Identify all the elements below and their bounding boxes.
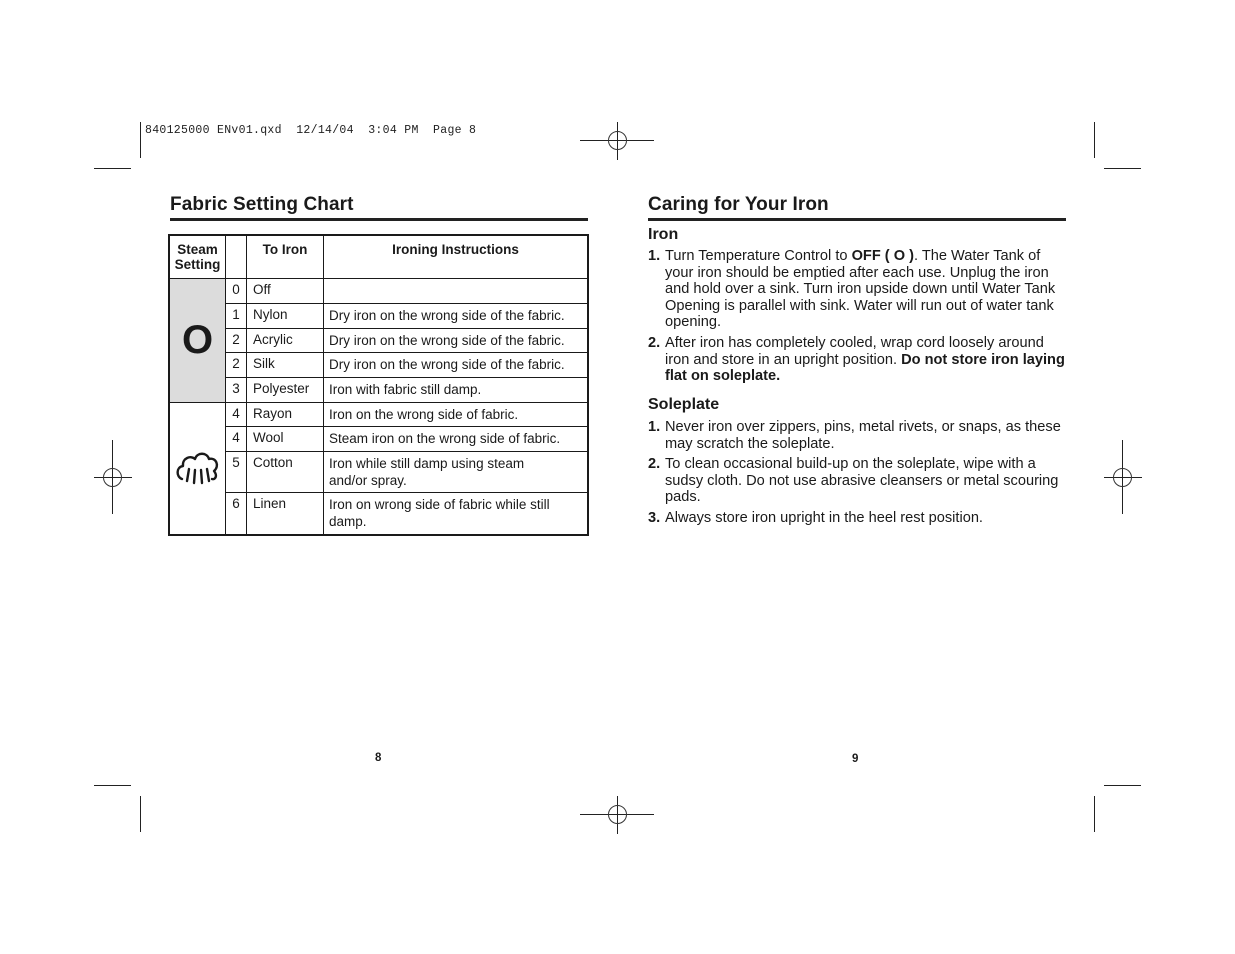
table-row [169,493,588,535]
table-row [169,452,588,493]
step-number: 3. [648,509,661,526]
header-ironing-instructions: Ironing Instructions [324,235,589,279]
setting-number: 1 [226,304,247,329]
steam-off-cell [169,279,226,403]
fabric-setting-table [168,234,589,536]
registration-mark-icon [94,440,132,514]
step-number: 1. [648,419,661,435]
steam-off-symbol: O [181,318,214,362]
ironing-instruction: Steam iron on the wrong side of fabric. [324,427,589,452]
step-number: 1. [648,248,661,264]
list-item [648,335,1066,385]
fabric-name: Cotton [247,452,324,493]
fabric-chart-title: Fabric Setting Chart [170,194,354,215]
title-rule [170,218,588,221]
ironing-instruction: Dry iron on the wrong side of the fabric. [324,304,589,329]
crop-mark-top-left-h [94,168,131,169]
iron-steps [648,248,1066,389]
step-text-bold: Do not store iron laying flat on soleplate. [665,351,1065,385]
caring-title: Caring for Your Iron [648,194,829,215]
list-item [648,419,1066,452]
crop-mark-top-left-v [140,122,141,158]
crop-mark-bottom-left-v [140,796,141,832]
table-row [169,304,588,329]
crop-mark-bottom-left-h [94,785,131,786]
step-text: Never iron over zippers, pins, metal rivets, or snaps, as these may scratch the soleplate. [665,419,1061,452]
setting-number: 6 [226,493,247,535]
step-number: 2. [648,334,661,351]
soleplate-heading: Soleplate [648,396,720,413]
title-rule [648,218,1066,221]
step-text: To clean occasional build-up on the soleplate, wipe with a sudsy cloth. Do not use abrasive cleansers or metal scouring pads. [665,456,1059,506]
ironing-instruction [324,279,589,304]
setting-number: 2 [226,353,247,378]
soleplate-steps [648,419,1066,531]
page-number-left: 8 [375,752,382,764]
fabric-name: Off [247,279,324,304]
page-number-right: 9 [852,753,859,765]
crop-mark-bottom-right-v [1094,796,1095,832]
fabric-name: Rayon [247,403,324,427]
fabric-name: Linen [247,493,324,535]
table-row [169,329,588,353]
step-text: After iron has completely cooled, wrap cord loosely around iron and store in an upright position. [665,334,1044,368]
table-row [169,403,588,427]
table-row [169,378,588,403]
step-text-bold: OFF ( O ) [851,248,914,264]
table-row [169,279,588,304]
header-steam-setting: Steam Setting [169,235,226,279]
step-number: 2. [648,456,661,473]
setting-number: 3 [226,378,247,403]
setting-number: 5 [226,452,247,493]
fabric-name: Wool [247,427,324,452]
table-header-row [169,235,588,279]
crop-mark-bottom-right-h [1104,785,1141,786]
file-slug: 840125000 ENv01.qxd 12/14/04 3:04 PM Page 8 [145,124,477,137]
step-text: Turn Temperature Control to [665,248,852,264]
crop-mark-top-right-h [1104,168,1141,169]
registration-mark-icon [580,796,654,834]
ironing-instruction: Iron on wrong side of fabric while still damp. [324,493,589,535]
ironing-instruction: Iron with fabric still damp. [324,378,589,403]
steam-on-cell [169,403,226,535]
table-row [169,353,588,378]
fabric-name: Silk [247,353,324,378]
step-text: Always store iron upright in the heel rest position. [665,509,983,526]
list-item [648,456,1066,506]
iron-heading: Iron [648,226,679,243]
setting-number: 0 [226,279,247,304]
header-setting-number [226,235,247,279]
setting-number: 4 [226,403,247,427]
setting-number: 2 [226,329,247,353]
ironing-instruction: Iron while still damp using steam and/or spray. [324,452,589,493]
ironing-instruction: Dry iron on the wrong side of the fabric. [324,353,589,378]
registration-mark-icon [1104,440,1142,514]
fabric-name: Nylon [247,304,324,329]
ironing-instruction: Iron on the wrong side of fabric. [324,403,589,427]
header-to-iron: To Iron [247,235,324,279]
list-item [648,248,1066,331]
steam-cloud-icon [175,445,221,491]
setting-number: 4 [226,427,247,452]
step-text: . The Water Tank of your iron should be emptied after each use. Unplug the iron and hold over a sink. Turn iron upside down until Water Tank Opening is parallel with sink. Water will run out of water tank opening. [665,248,1056,331]
fabric-name: Polyester [247,378,324,403]
list-item [648,510,1066,527]
ironing-instruction: Dry iron on the wrong side of the fabric. [324,329,589,353]
crop-mark-top-right-v [1094,122,1095,158]
table-row [169,427,588,452]
fabric-name: Acrylic [247,329,324,353]
registration-mark-icon [580,122,654,160]
